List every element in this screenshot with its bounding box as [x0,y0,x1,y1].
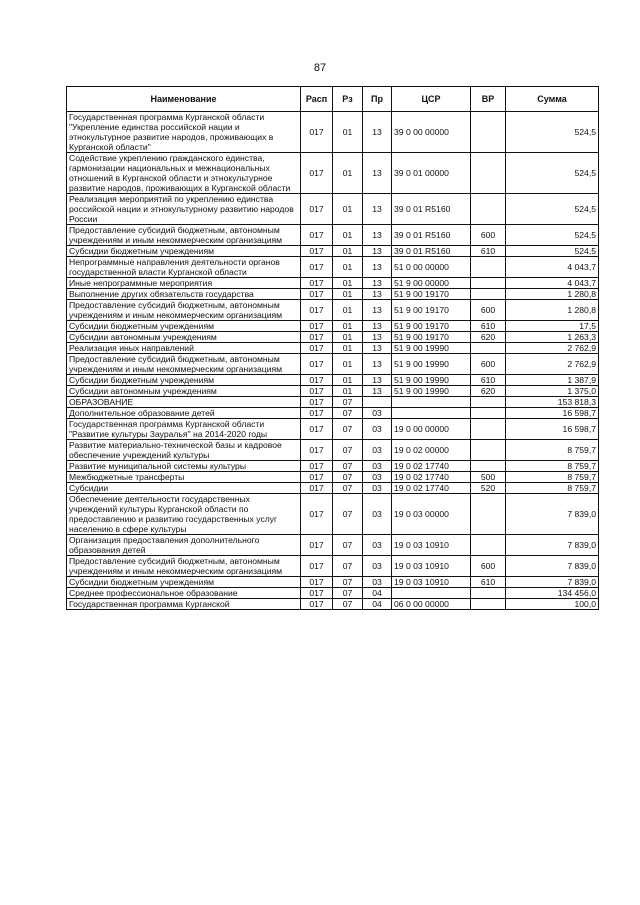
cell-sum: 1 263,3 [506,332,599,343]
cell-rz: 01 [333,257,363,278]
cell-rz: 07 [333,408,363,419]
cell-sum: 7 839,0 [506,577,599,588]
cell-name: Предоставление субсидий бюджетным, автономным учреждениям и иным некоммерческим организациям [67,225,301,246]
cell-pr: 13 [363,278,392,289]
table-row [67,321,599,332]
cell-pr: 03 [363,440,392,461]
cell-rz: 07 [333,577,363,588]
cell-vr [471,278,506,289]
cell-sum: 524,5 [506,194,599,225]
cell-name: Государственная программа Курганской [67,599,301,610]
cell-sum: 1 280,8 [506,300,599,321]
cell-name: Субсидии автономным учреждениям [67,386,301,397]
cell-csr: 51 9 00 19990 [392,375,471,386]
cell-pr: 03 [363,472,392,483]
cell-vr [471,599,506,610]
cell-name: Субсидии бюджетным учреждениям [67,375,301,386]
cell-rz: 07 [333,472,363,483]
cell-pr: 13 [363,112,392,153]
cell-vr [471,397,506,408]
cell-pr: 13 [363,300,392,321]
cell-name: Обеспечение деятельности государственных учреждений культуры Курганской области по предоставлению и развитию государственных услуг населению в сфере культуры [67,494,301,535]
cell-rz: 01 [333,332,363,343]
cell-rasp: 017 [301,300,333,321]
cell-csr: 51 9 00 19170 [392,289,471,300]
cell-vr [471,112,506,153]
cell-vr: 600 [471,225,506,246]
cell-rasp: 017 [301,321,333,332]
cell-rasp: 017 [301,246,333,257]
table-row [67,556,599,577]
cell-pr: 13 [363,225,392,246]
cell-sum: 134 456,0 [506,588,599,599]
table-row [67,577,599,588]
cell-vr: 610 [471,375,506,386]
cell-rasp: 017 [301,397,333,408]
cell-name: Развитие муниципальной системы культуры [67,461,301,472]
cell-sum: 100,0 [506,599,599,610]
cell-name: Непрограммные направления деятельности органов государственной власти Курганской области [67,257,301,278]
cell-pr: 13 [363,289,392,300]
cell-vr [471,343,506,354]
table-row [67,408,599,419]
cell-pr: 13 [363,257,392,278]
cell-csr: 39 0 00 00000 [392,112,471,153]
cell-rz: 01 [333,194,363,225]
cell-sum: 1 375,0 [506,386,599,397]
page-number: 87 [313,62,327,74]
table-row [67,225,599,246]
cell-name: Содействие укреплению гражданского единства, гармонизации национальных и межнациональных отношений в Курганской области и этнокультурное развитие народов, проживающих в Курганской области [67,153,301,194]
cell-sum: 8 759,7 [506,472,599,483]
cell-csr: 51 0 00 00000 [392,257,471,278]
header-sum: Сумма [506,87,599,112]
cell-rz: 01 [333,386,363,397]
cell-name: Субсидии бюджетным учреждениям [67,577,301,588]
cell-rasp: 017 [301,343,333,354]
cell-csr: 51 9 00 19990 [392,343,471,354]
cell-rasp: 017 [301,599,333,610]
cell-rz: 01 [333,289,363,300]
cell-name: Дополнительное образование детей [67,408,301,419]
cell-rasp: 017 [301,408,333,419]
cell-name: Субсидии бюджетным учреждениям [67,246,301,257]
header-rasp: Расп [301,87,333,112]
header-pr: Пр [363,87,392,112]
cell-csr: 06 0 00 00000 [392,599,471,610]
cell-rz: 01 [333,343,363,354]
cell-pr: 03 [363,494,392,535]
cell-rasp: 017 [301,332,333,343]
cell-csr: 51 9 00 19990 [392,386,471,397]
cell-sum: 7 839,0 [506,556,599,577]
cell-sum: 2 762,9 [506,354,599,375]
cell-vr: 620 [471,332,506,343]
cell-rasp: 017 [301,225,333,246]
cell-rasp: 017 [301,483,333,494]
cell-rasp: 017 [301,194,333,225]
cell-rasp: 017 [301,440,333,461]
cell-pr: 04 [363,599,392,610]
cell-csr: 51 9 00 19170 [392,321,471,332]
cell-pr: 03 [363,556,392,577]
cell-rz: 07 [333,556,363,577]
cell-rz: 07 [333,461,363,472]
header-vr: ВР [471,87,506,112]
cell-rasp: 017 [301,419,333,440]
cell-pr: 03 [363,419,392,440]
table-header-row [67,87,599,112]
cell-sum: 7 839,0 [506,535,599,556]
cell-vr [471,153,506,194]
cell-vr: 600 [471,354,506,375]
cell-pr [363,397,392,408]
table-row [67,397,599,408]
cell-sum: 1 387,9 [506,375,599,386]
cell-rz: 01 [333,321,363,332]
cell-pr: 13 [363,375,392,386]
cell-pr: 13 [363,386,392,397]
cell-csr: 51 9 00 19170 [392,332,471,343]
cell-name: Субсидии бюджетным учреждениям [67,321,301,332]
cell-rz: 07 [333,599,363,610]
table-row [67,300,599,321]
cell-csr: 39 0 01 R5160 [392,246,471,257]
cell-name: Выполнение других обязательств государства [67,289,301,300]
cell-sum: 524,5 [506,153,599,194]
table-row [67,332,599,343]
table-row [67,343,599,354]
cell-sum: 8 759,7 [506,483,599,494]
cell-pr: 03 [363,577,392,588]
cell-vr: 600 [471,300,506,321]
cell-rz: 01 [333,153,363,194]
cell-vr: 610 [471,577,506,588]
cell-rasp: 017 [301,257,333,278]
cell-sum: 524,5 [506,246,599,257]
cell-sum: 16 598,7 [506,408,599,419]
cell-rz: 01 [333,300,363,321]
cell-rasp: 017 [301,278,333,289]
cell-rz: 07 [333,588,363,599]
cell-sum: 524,5 [506,225,599,246]
cell-rz: 07 [333,535,363,556]
cell-name: Предоставление субсидий бюджетным, автономным учреждениям и иным некоммерческим организациям [67,556,301,577]
cell-csr: 19 0 03 10910 [392,535,471,556]
cell-csr: 19 0 00 00000 [392,419,471,440]
cell-rasp: 017 [301,494,333,535]
cell-pr: 13 [363,153,392,194]
cell-pr: 03 [363,461,392,472]
cell-csr: 51 9 00 19170 [392,300,471,321]
budget-table [66,86,599,610]
cell-rz: 07 [333,440,363,461]
table-row [67,153,599,194]
cell-rasp: 017 [301,354,333,375]
cell-vr: 610 [471,246,506,257]
table-row [67,354,599,375]
cell-name: Субсидии [67,483,301,494]
cell-pr: 03 [363,483,392,494]
table-body [67,112,599,610]
table-row [67,386,599,397]
table-row [67,375,599,386]
table-row [67,289,599,300]
cell-vr: 620 [471,386,506,397]
table-row [67,194,599,225]
cell-rasp: 017 [301,375,333,386]
cell-name: Иные непрограммные мероприятия [67,278,301,289]
cell-vr [471,194,506,225]
cell-rz: 01 [333,375,363,386]
table-row [67,535,599,556]
cell-rz: 01 [333,354,363,375]
cell-sum: 4 043,7 [506,278,599,289]
table-row [67,440,599,461]
cell-csr: 19 0 02 17740 [392,461,471,472]
cell-rz: 01 [333,278,363,289]
cell-pr: 13 [363,194,392,225]
cell-name: Организация предоставления дополнительного образования детей [67,535,301,556]
cell-rasp: 017 [301,112,333,153]
cell-rasp: 017 [301,386,333,397]
cell-sum: 16 598,7 [506,419,599,440]
cell-csr: 19 0 02 17740 [392,472,471,483]
cell-pr: 13 [363,354,392,375]
cell-sum: 17,5 [506,321,599,332]
table-row [67,483,599,494]
cell-csr: 19 0 02 00000 [392,440,471,461]
cell-name: Реализация иных направлений [67,343,301,354]
cell-rz: 07 [333,419,363,440]
cell-vr [471,535,506,556]
cell-csr: 39 0 01 R5160 [392,194,471,225]
cell-pr: 13 [363,343,392,354]
cell-csr: 19 0 02 17740 [392,483,471,494]
cell-sum: 4 043,7 [506,257,599,278]
cell-csr: 51 9 00 19990 [392,354,471,375]
cell-rz: 01 [333,225,363,246]
cell-vr: 520 [471,483,506,494]
cell-name: ОБРАЗОВАНИЕ [67,397,301,408]
cell-sum: 153 818,3 [506,397,599,408]
cell-rasp: 017 [301,153,333,194]
table-row [67,599,599,610]
table-row [67,419,599,440]
cell-pr: 03 [363,408,392,419]
cell-csr: 19 0 03 10910 [392,577,471,588]
cell-vr [471,440,506,461]
cell-name: Государственная программа Курганской области "Укрепление единства российской нации и этнокультурное развитие народов, проживающих в Курганской области" [67,112,301,153]
cell-rz: 07 [333,494,363,535]
cell-vr [471,419,506,440]
cell-vr: 610 [471,321,506,332]
header-csr: ЦСР [392,87,471,112]
table-row [67,246,599,257]
cell-rasp: 017 [301,577,333,588]
cell-rasp: 017 [301,588,333,599]
cell-csr [392,588,471,599]
cell-vr [471,289,506,300]
cell-rasp: 017 [301,461,333,472]
cell-vr [471,494,506,535]
table-row [67,472,599,483]
cell-pr: 13 [363,246,392,257]
cell-pr: 13 [363,332,392,343]
table-row [67,494,599,535]
cell-rasp: 017 [301,535,333,556]
header-name: Наименование [67,87,301,112]
cell-sum: 8 759,7 [506,461,599,472]
cell-vr [471,588,506,599]
table-row [67,257,599,278]
cell-vr [471,257,506,278]
cell-vr: 600 [471,556,506,577]
cell-sum: 524,5 [506,112,599,153]
cell-name: Реализация мероприятий по укреплению единства российской нации и этнокультурному развитию народов России [67,194,301,225]
cell-name: Субсидии автономным учреждениям [67,332,301,343]
cell-sum: 8 759,7 [506,440,599,461]
cell-sum: 1 280,8 [506,289,599,300]
cell-pr: 13 [363,321,392,332]
header-rz: Рз [333,87,363,112]
cell-csr: 39 0 01 R5160 [392,225,471,246]
cell-sum: 7 839,0 [506,494,599,535]
cell-pr: 04 [363,588,392,599]
cell-vr [471,408,506,419]
cell-rz: 01 [333,112,363,153]
cell-csr: 19 0 03 10910 [392,556,471,577]
cell-csr [392,397,471,408]
table-row [67,278,599,289]
cell-rasp: 017 [301,556,333,577]
cell-pr: 03 [363,535,392,556]
cell-csr: 51 9 00 00000 [392,278,471,289]
cell-vr: 500 [471,472,506,483]
cell-name: Среднее профессиональное образование [67,588,301,599]
cell-rz: 07 [333,483,363,494]
cell-rz: 01 [333,246,363,257]
cell-rasp: 017 [301,289,333,300]
cell-name: Государственная программа Курганской области "Развитие культуры Зауралья" на 2014-2020 годы [67,419,301,440]
table-row [67,588,599,599]
cell-name: Предоставление субсидий бюджетным, автономным учреждениям и иным некоммерческим организациям [67,354,301,375]
table-row [67,461,599,472]
cell-rz: 07 [333,397,363,408]
cell-name: Предоставление субсидий бюджетным, автономным учреждениям и иным некоммерческим организациям [67,300,301,321]
cell-csr: 39 0 01 00000 [392,153,471,194]
cell-sum: 2 762,9 [506,343,599,354]
cell-rasp: 017 [301,472,333,483]
cell-name: Межбюджетные трансферты [67,472,301,483]
cell-csr: 19 0 03 00000 [392,494,471,535]
cell-csr [392,408,471,419]
cell-vr [471,461,506,472]
table-row [67,112,599,153]
cell-name: Развитие материально-технической базы и кадровое обеспечение учреждений культуры [67,440,301,461]
